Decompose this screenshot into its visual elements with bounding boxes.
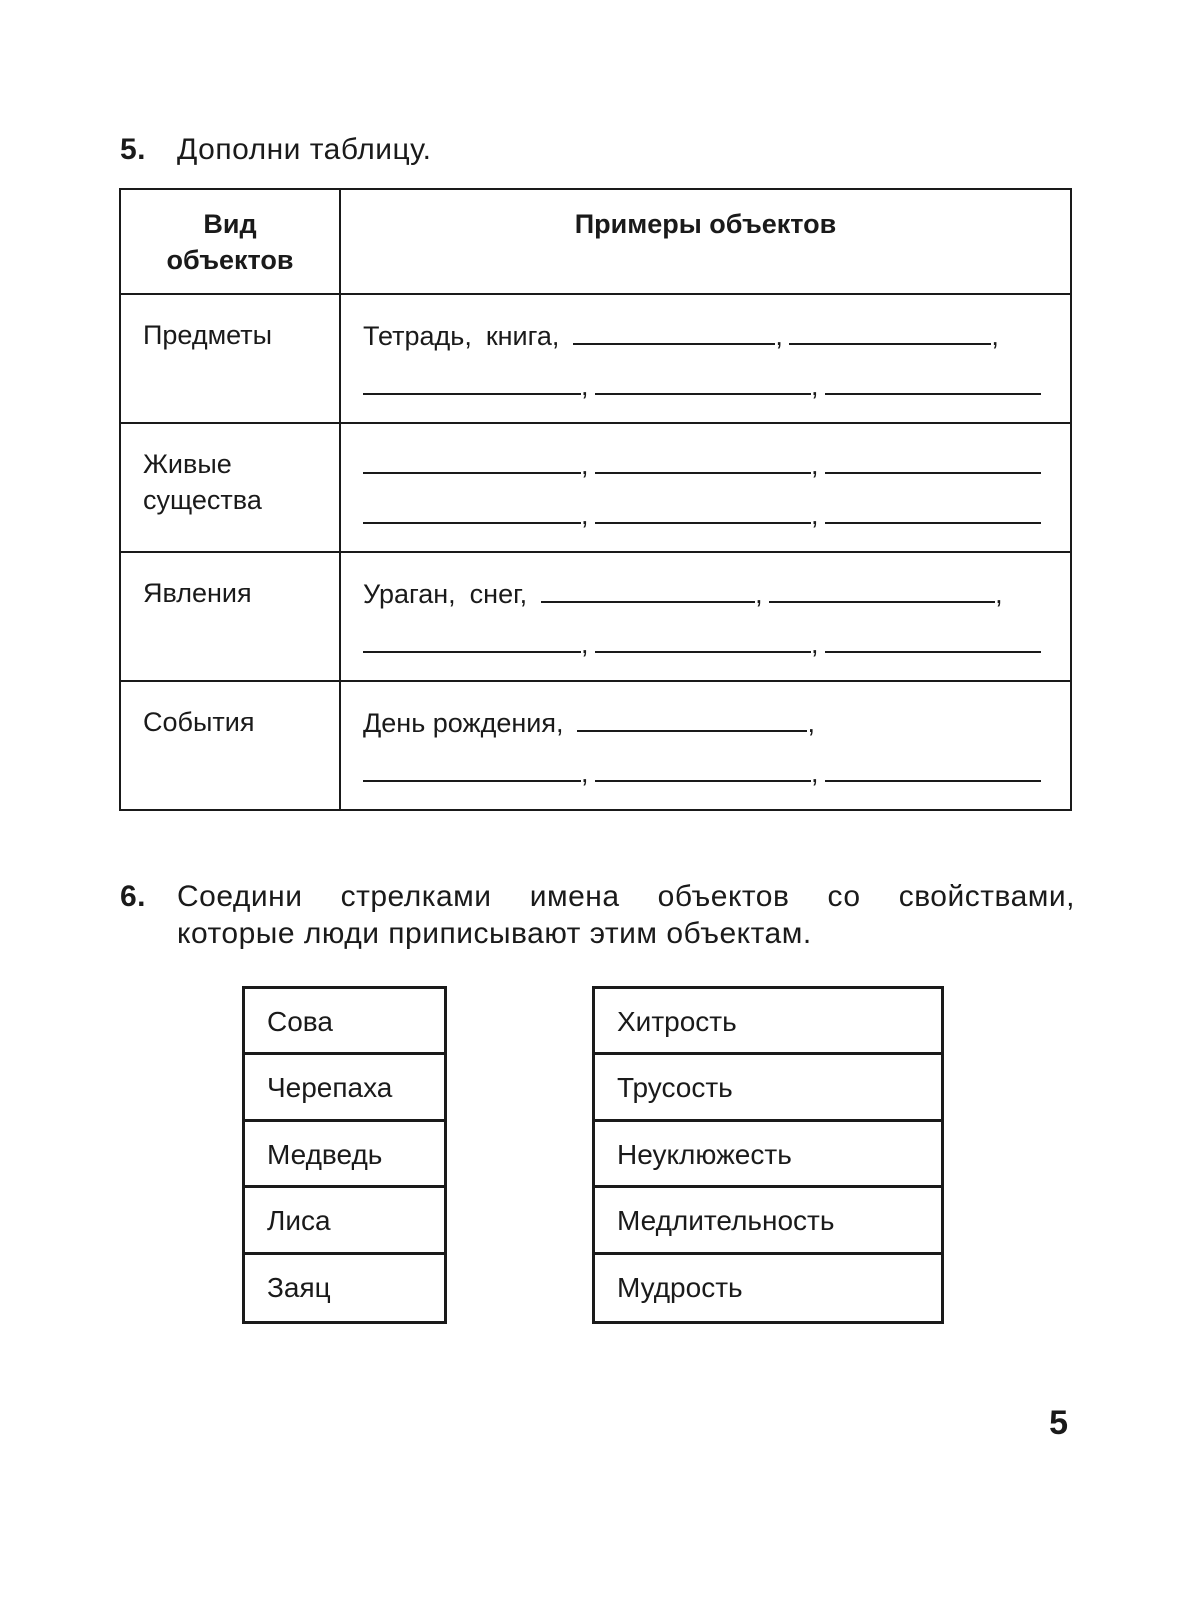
animal-item[interactable]: Медведь [245, 1122, 444, 1188]
animals-column [242, 986, 447, 1324]
objects-table [119, 188, 1072, 811]
comma: , [811, 500, 819, 530]
answer-blank[interactable] [825, 446, 1041, 474]
traits-column [592, 986, 944, 1324]
answer-blank[interactable] [573, 317, 775, 345]
example-line [363, 704, 1070, 754]
answer-blank[interactable] [595, 625, 811, 653]
header-kind-line2: объектов [166, 245, 294, 275]
answer-blank[interactable] [363, 367, 581, 395]
comma: , [581, 500, 589, 530]
animal-item[interactable]: Черепаха [245, 1055, 444, 1121]
header-examples: Примеры объектов [340, 189, 1071, 294]
given-example: снег, [469, 579, 528, 609]
row-examples [340, 552, 1071, 681]
comma: , [995, 579, 1003, 609]
exercise-instruction: Дополни таблицу. [177, 133, 432, 166]
row-kind [120, 423, 340, 552]
answer-blank[interactable] [363, 446, 581, 474]
trait-item[interactable]: Медлительность [595, 1188, 941, 1254]
header-kind [120, 189, 340, 294]
row-kind [120, 294, 340, 423]
answer-blank[interactable] [363, 496, 581, 524]
row-kind [120, 681, 340, 810]
table-row [120, 681, 1071, 810]
answer-blank[interactable] [595, 446, 811, 474]
exercise-number: 6. [120, 880, 147, 913]
comma: , [811, 758, 819, 788]
table-row [120, 294, 1071, 423]
answer-blank[interactable] [541, 575, 755, 603]
instruction-line: Соедини стрелками имена объектов со свойствами, [177, 880, 1075, 913]
comma: , [991, 321, 999, 351]
answer-blank[interactable] [595, 367, 811, 395]
answer-blank[interactable] [769, 575, 995, 603]
answer-blank[interactable] [789, 317, 991, 345]
exercise-instruction [177, 878, 1075, 952]
answer-blank[interactable] [825, 496, 1041, 524]
example-line [363, 367, 1070, 417]
row-kind-line1: События [143, 707, 255, 737]
comma: , [807, 708, 815, 738]
example-line [363, 625, 1070, 675]
instruction-line: которые люди приписывают этим объектам. [177, 917, 812, 950]
exercise-5-heading [120, 132, 431, 168]
header-kind-line1: Вид [203, 209, 257, 239]
exercise-6-heading [120, 878, 1075, 952]
trait-item[interactable]: Трусость [595, 1055, 941, 1121]
row-kind-line1: Живые [143, 449, 232, 479]
answer-blank[interactable] [825, 754, 1041, 782]
answer-blank[interactable] [363, 754, 581, 782]
row-kind-line2: существа [143, 485, 262, 515]
table-row [120, 423, 1071, 552]
row-kind [120, 552, 340, 681]
example-line [363, 446, 1070, 496]
animal-item[interactable]: Заяц [267, 1271, 331, 1303]
row-kind-line1: Явления [143, 578, 252, 608]
answer-blank[interactable] [595, 496, 811, 524]
row-examples [340, 423, 1071, 552]
given-example: Ураган, [363, 579, 456, 609]
comma: , [775, 321, 783, 351]
table-row [120, 552, 1071, 681]
answer-blank[interactable] [595, 754, 811, 782]
comma: , [581, 758, 589, 788]
answer-blank[interactable] [825, 625, 1041, 653]
example-line [363, 754, 1070, 804]
answer-blank[interactable] [577, 704, 807, 732]
comma: , [581, 371, 589, 401]
example-line [363, 317, 1070, 367]
exercise-number: 5. [120, 133, 147, 166]
example-line [363, 496, 1070, 546]
comma: , [811, 371, 819, 401]
table-header-row [120, 189, 1071, 294]
animal-item[interactable]: Лиса [245, 1188, 444, 1254]
given-example: Тетрадь, [363, 321, 472, 351]
comma: , [581, 629, 589, 659]
given-example: книга, [485, 321, 560, 351]
answer-blank[interactable] [363, 625, 581, 653]
comma: , [811, 629, 819, 659]
row-examples [340, 294, 1071, 423]
comma: , [755, 579, 763, 609]
comma: , [811, 450, 819, 480]
comma: , [581, 450, 589, 480]
answer-blank[interactable] [825, 367, 1041, 395]
given-example: День рождения, [363, 708, 564, 738]
trait-item[interactable]: Мудрость [617, 1271, 743, 1303]
trait-item[interactable]: Хитрость [595, 989, 941, 1055]
trait-item[interactable]: Неуклюжесть [595, 1122, 941, 1188]
row-examples [340, 681, 1071, 810]
animal-item[interactable]: Сова [245, 989, 444, 1055]
page-number: 5 [1049, 1404, 1068, 1442]
example-line [363, 575, 1070, 625]
row-kind-line1: Предметы [143, 320, 273, 350]
